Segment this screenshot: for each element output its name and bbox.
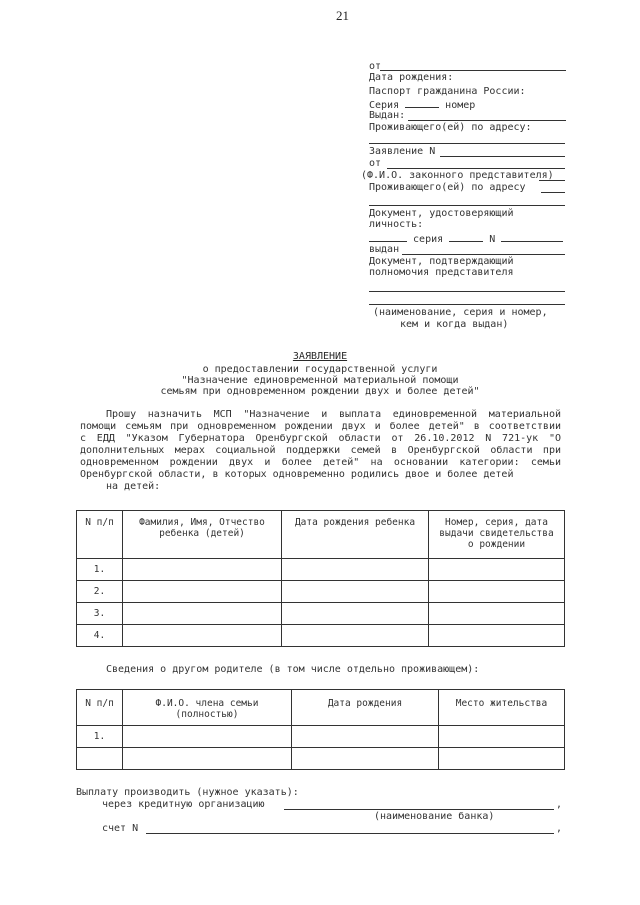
- issued2-field[interactable]: [402, 254, 565, 255]
- series-label: Серия: [369, 100, 400, 111]
- no-label: N: [489, 234, 496, 245]
- children-table-header: [77, 511, 565, 559]
- from-line: [380, 70, 566, 71]
- parent-fio-cell[interactable]: [123, 726, 292, 748]
- authority-caption-2: кем и когда выдан): [400, 319, 509, 330]
- address-line[interactable]: [369, 143, 565, 144]
- body-line-1: Прошу назначить МСП "Назначение и выплата единовременной материальной: [106, 409, 561, 420]
- passport-label: Паспорт гражданина России:: [369, 86, 526, 97]
- row-number: 4.: [77, 625, 123, 647]
- legal-rep-caption: (Ф.И.О. законного представителя): [361, 170, 554, 181]
- parent-birthdate-cell[interactable]: [292, 726, 439, 748]
- parent-residence-cell[interactable]: [439, 748, 565, 770]
- child-name-cell[interactable]: [123, 603, 282, 625]
- bank-name-field[interactable]: [284, 809, 554, 810]
- child-certificate-cell[interactable]: [429, 603, 565, 625]
- header-cell-fio: Ф.И.О. члена семьи (полностью): [123, 690, 292, 726]
- children-table: [76, 510, 565, 647]
- parent-fio-cell[interactable]: [123, 748, 292, 770]
- header-cell-no: N п/п: [77, 511, 123, 559]
- body-line-2: помощи семьям при одновременном рождении двух и более детей" в соответствии: [80, 421, 561, 432]
- identity-doc-label: Документ, удостоверяющий: [369, 208, 514, 219]
- table-row: [77, 625, 565, 647]
- child-certificate-cell[interactable]: [429, 581, 565, 603]
- residing2-label: Проживающего(ей) по адресу: [369, 182, 526, 193]
- authority-doc-label-2: полномочия представителя: [369, 267, 514, 278]
- header-cell-birthdate: Дата рождения ребенка: [282, 511, 429, 559]
- body-line-3: с ЕДД "Указом Губернатора Оренбургской области от 26.10.2012 N 721-ук "О: [80, 433, 561, 444]
- header-cell-residence: Место жительства: [439, 690, 565, 726]
- body-line-6: Оренбургской области, в которых одновременно родились двое и более детей: [80, 469, 514, 480]
- identity-series-field[interactable]: [449, 232, 483, 242]
- issued2-label: выдан: [369, 244, 400, 255]
- credit-org-label: через кредитную организацию: [102, 799, 265, 810]
- issued-field[interactable]: [408, 120, 566, 121]
- row-number-empty: [77, 748, 123, 770]
- header-cell-birthdate: Дата рождения: [292, 690, 439, 726]
- legal-rep-tail-line: [539, 180, 565, 181]
- birth-date-label: Дата рождения:: [369, 72, 454, 83]
- child-certificate-cell[interactable]: [429, 625, 565, 647]
- row-number: 3.: [77, 603, 123, 625]
- child-name-cell[interactable]: [123, 625, 282, 647]
- title-line-3: "Назначение единовременной материальной помощи: [181, 375, 459, 386]
- parent-table: [76, 689, 565, 770]
- authority-doc-label: Документ, подтверждающий: [369, 256, 514, 267]
- account-number-field[interactable]: [146, 833, 554, 834]
- child-name-cell[interactable]: [123, 581, 282, 603]
- from2-label: от: [369, 158, 382, 169]
- child-birthdate-cell[interactable]: [282, 603, 429, 625]
- table-row: [77, 581, 565, 603]
- table-row: [77, 726, 565, 748]
- from-label: от: [369, 61, 382, 72]
- series2-label: серия: [413, 234, 444, 245]
- authority-line-1[interactable]: [369, 291, 565, 292]
- residing2-line[interactable]: [369, 205, 565, 206]
- row-number: 1.: [77, 559, 123, 581]
- body-line-5: одновременном рождении двух и более детей" на основании категории: семьи: [80, 457, 561, 468]
- identity-doc-label-2: личность:: [369, 219, 424, 230]
- application-no-field[interactable]: [440, 156, 565, 157]
- authority-line-2[interactable]: [369, 304, 565, 305]
- account-label: счет N: [102, 823, 139, 834]
- account-comma: ,: [556, 823, 563, 834]
- child-certificate-cell[interactable]: [429, 559, 565, 581]
- row-number: 1.: [77, 726, 123, 748]
- body-line-7: на детей:: [106, 481, 161, 492]
- parent-birthdate-cell[interactable]: [292, 748, 439, 770]
- body-line-4: дополнительных мерах социальной поддержки семей в Оренбургской области при: [80, 445, 561, 456]
- row-number: 2.: [77, 581, 123, 603]
- payment-label: Выплату производить (нужное указать):: [76, 787, 299, 798]
- title-line-1: ЗАЯВЛЕНИЕ: [292, 351, 348, 362]
- from2-field[interactable]: [387, 168, 565, 169]
- number-label: номер: [445, 100, 476, 111]
- series-field[interactable]: [405, 98, 439, 108]
- title-line-2: о предоставлении государственной услуги: [202, 364, 438, 375]
- bank-caption: (наименование банка): [374, 811, 495, 822]
- issued-label: Выдан:: [369, 110, 406, 121]
- child-birthdate-cell[interactable]: [282, 559, 429, 581]
- child-name-cell[interactable]: [123, 559, 282, 581]
- application-no-label: Заявление N: [369, 146, 436, 157]
- identity-number-field[interactable]: [501, 232, 563, 242]
- header-cell-name: Фамилия, Имя, Отчество ребенка (детей): [123, 511, 282, 559]
- table-row: [77, 748, 565, 770]
- authority-caption-1: (наименование, серия и номер,: [373, 307, 548, 318]
- child-birthdate-cell[interactable]: [282, 625, 429, 647]
- bank-comma: ,: [556, 799, 563, 810]
- parent-caption: Сведения о другом родителе (в том числе отдельно проживающем):: [106, 664, 480, 675]
- title-line-4: семьям при одновременном рождении двух и более детей": [160, 386, 480, 397]
- table-row: [77, 603, 565, 625]
- page-number: 21: [336, 8, 349, 23]
- residing2-field[interactable]: [541, 192, 565, 193]
- child-birthdate-cell[interactable]: [282, 581, 429, 603]
- residing-label: Проживающего(ей) по адресу:: [369, 122, 532, 133]
- header-cell-certificate: Номер, серия, дата выдачи свидетельства о рождении: [429, 511, 565, 559]
- header-cell-no: N п/п: [77, 690, 123, 726]
- table-row: [77, 559, 565, 581]
- parent-residence-cell[interactable]: [439, 726, 565, 748]
- identity-pre-field[interactable]: [369, 232, 407, 242]
- parent-table-header: [77, 690, 565, 726]
